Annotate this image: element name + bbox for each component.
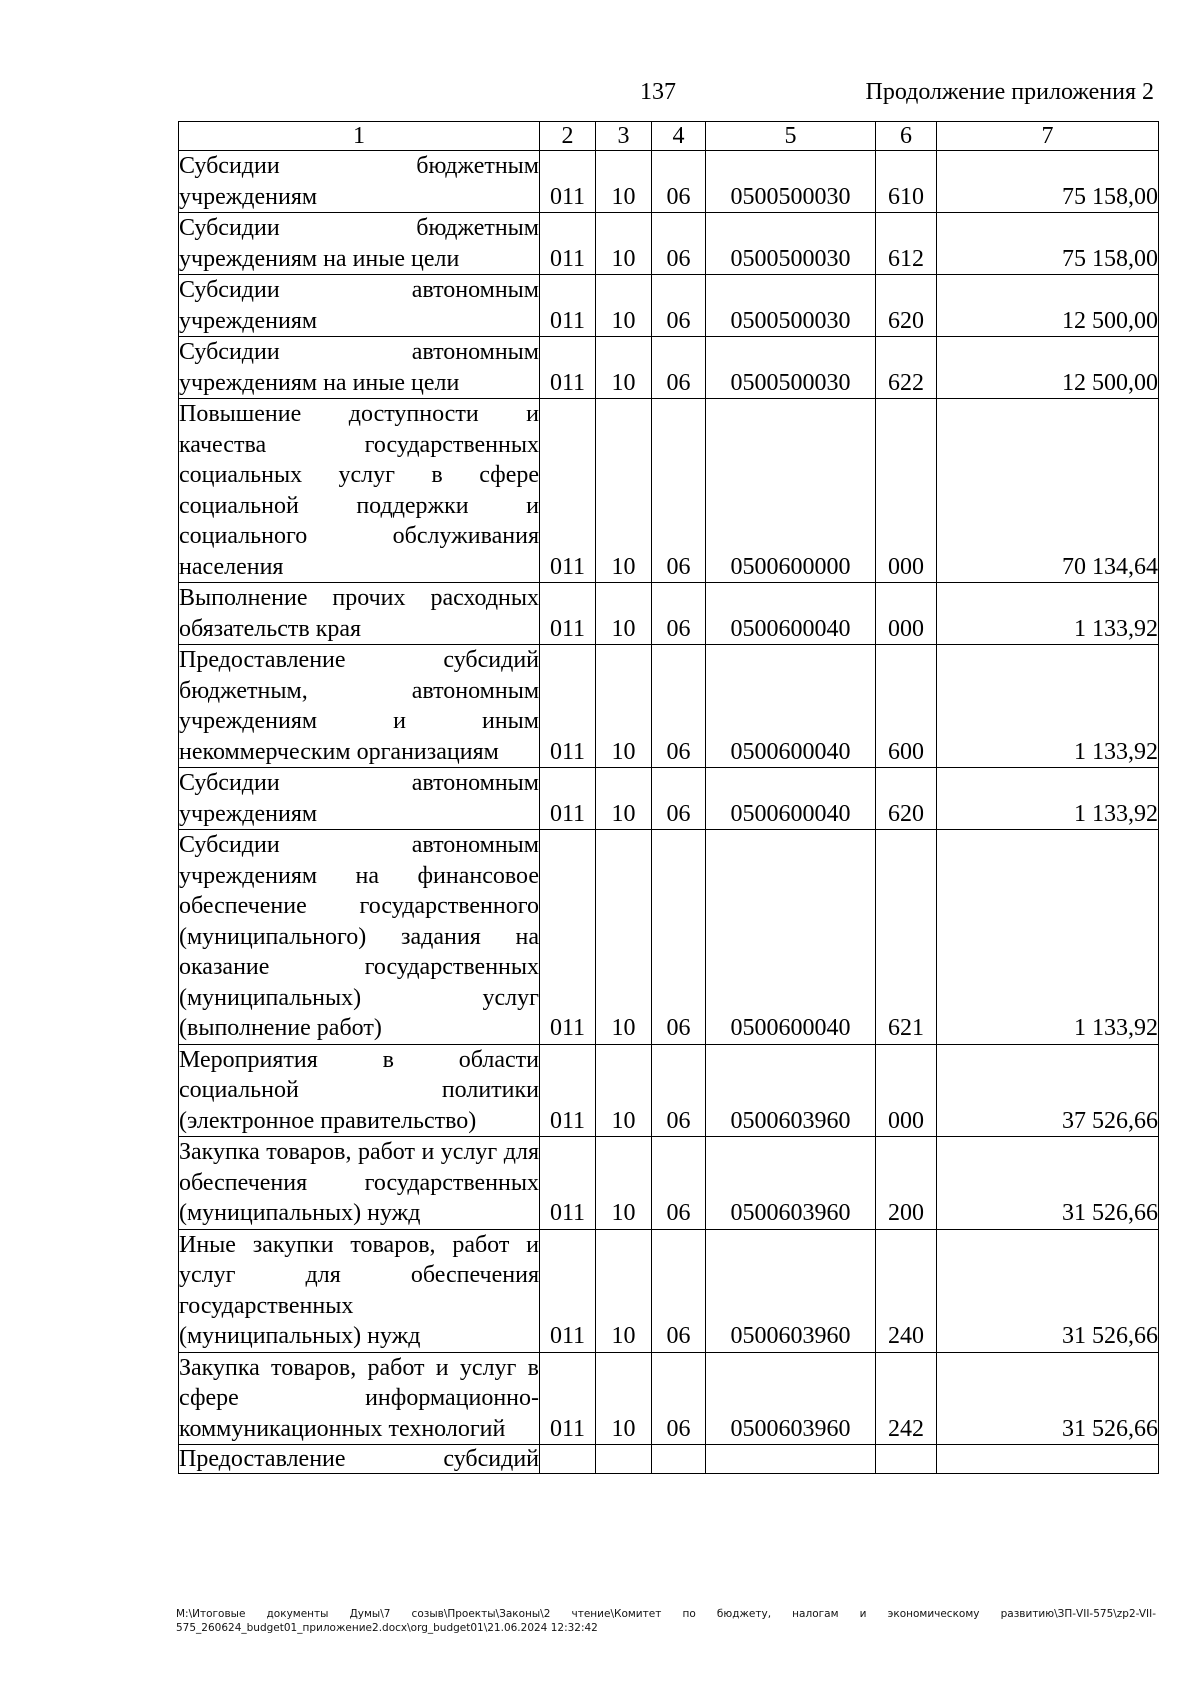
- column-number: 3: [596, 122, 652, 151]
- table-row: [179, 1137, 1159, 1230]
- row-name: Предоставление субсидий бюджетным, автономным учреждениям и иным некоммерческим организациям: [179, 645, 540, 768]
- cell-col3: 10: [596, 583, 652, 645]
- cell-amount: 75 158,00: [937, 151, 1159, 213]
- cell-amount: 37 526,66: [937, 1044, 1159, 1137]
- cell-col3: 10: [596, 213, 652, 275]
- cell-col6: 000: [876, 1044, 937, 1137]
- cell-col3: 10: [596, 830, 652, 1045]
- column-number: 2: [540, 122, 596, 151]
- table-row: [179, 768, 1159, 830]
- cell-amount: 12 500,00: [937, 337, 1159, 399]
- cell-col4: 06: [652, 583, 706, 645]
- cell-col2: 011: [540, 275, 596, 337]
- empty-cell: [596, 1445, 652, 1474]
- cell-amount: 31 526,66: [937, 1137, 1159, 1230]
- table-row: [179, 645, 1159, 768]
- row-name: Закупка товаров, работ и услуг для обеспечения государственных (муниципальных) нужд: [179, 1137, 540, 1230]
- empty-cell: [652, 1445, 706, 1474]
- cell-col5: 0500600040: [706, 830, 876, 1045]
- cell-col5: 0500500030: [706, 337, 876, 399]
- cell-col4: 06: [652, 275, 706, 337]
- cell-col3: 10: [596, 1352, 652, 1445]
- cell-col6: 620: [876, 275, 937, 337]
- continuation-title: Продолжение приложения 2: [865, 79, 1154, 105]
- row-name: Субсидии автономным учреждениям: [179, 768, 540, 830]
- cell-col2: 011: [540, 151, 596, 213]
- cell-col4: 06: [652, 830, 706, 1045]
- table-row: [179, 1229, 1159, 1352]
- cell-amount: 12 500,00: [937, 275, 1159, 337]
- cell-col2: 011: [540, 1137, 596, 1230]
- cell-amount: 1 133,92: [937, 583, 1159, 645]
- budget-table: [178, 121, 1159, 1474]
- column-number: 1: [179, 122, 540, 151]
- cell-col5: 0500600040: [706, 768, 876, 830]
- cell-col3: 10: [596, 337, 652, 399]
- cell-amount: 31 526,66: [937, 1352, 1159, 1445]
- cell-col4: 06: [652, 151, 706, 213]
- cell-col6: 242: [876, 1352, 937, 1445]
- cell-col5: 0500500030: [706, 151, 876, 213]
- column-number: 6: [876, 122, 937, 151]
- row-name: Субсидии бюджетным учреждениям на иные цели: [179, 213, 540, 275]
- cell-col5: 0500600000: [706, 399, 876, 583]
- empty-cell: [540, 1445, 596, 1474]
- cell-col4: 06: [652, 337, 706, 399]
- column-number: 5: [706, 122, 876, 151]
- row-name: Закупка товаров, работ и услуг в сфере информационно-коммуникационных технологий: [179, 1352, 540, 1445]
- table-row: [179, 830, 1159, 1045]
- column-number: 4: [652, 122, 706, 151]
- cell-col2: 011: [540, 830, 596, 1045]
- cell-col4: 06: [652, 213, 706, 275]
- cell-amount: 75 158,00: [937, 213, 1159, 275]
- cell-col3: 10: [596, 768, 652, 830]
- cell-col2: 011: [540, 213, 596, 275]
- cell-col3: 10: [596, 399, 652, 583]
- cell-col3: 10: [596, 1137, 652, 1230]
- cell-col4: 06: [652, 1044, 706, 1137]
- cell-col6: 610: [876, 151, 937, 213]
- cell-col2: 011: [540, 1352, 596, 1445]
- cell-col6: 200: [876, 1137, 937, 1230]
- cell-col5: 0500603960: [706, 1229, 876, 1352]
- cell-col4: 06: [652, 1352, 706, 1445]
- cell-col2: 011: [540, 583, 596, 645]
- cell-amount: 70 134,64: [937, 399, 1159, 583]
- cell-col3: 10: [596, 151, 652, 213]
- cell-col6: 620: [876, 768, 937, 830]
- footer-file-path: М:\Итоговые документы Думы\7 созыв\Проекты\Законы\2 чтение\Комитет по бюджету, налогам и экономическому развитию\ЗП-VII-575\zp2-VII-575_260624_budget01_приложение2.docx\org_budget01\21.06.2024 12:32:42: [176, 1608, 1156, 1634]
- cell-col4: 06: [652, 1137, 706, 1230]
- row-name: Предоставление субсидий: [179, 1446, 539, 1472]
- cell-col3: 10: [596, 275, 652, 337]
- empty-cell: [876, 1445, 937, 1474]
- row-name: Выполнение прочих расходных обязательств края: [179, 583, 540, 645]
- cell-col5: 0500500030: [706, 213, 876, 275]
- cell-col5: 0500603960: [706, 1137, 876, 1230]
- table-row: [179, 583, 1159, 645]
- cell-col6: 600: [876, 645, 937, 768]
- cell-amount: 1 133,92: [937, 768, 1159, 830]
- cell-col6: 000: [876, 399, 937, 583]
- table-row: [179, 151, 1159, 213]
- cell-col5: 0500600040: [706, 645, 876, 768]
- table-row: [179, 213, 1159, 275]
- cell-col6: 622: [876, 337, 937, 399]
- row-name: Иные закупки товаров, работ и услуг для обеспечения государственных (муниципальных) нужд: [179, 1229, 540, 1352]
- table-row: [179, 1044, 1159, 1137]
- cell-amount: 31 526,66: [937, 1229, 1159, 1352]
- row-name: Повышение доступности и качества государственных социальных услуг в сфере социальной поддержки и социального обслуживания населения: [179, 399, 540, 583]
- cell-col3: 10: [596, 1044, 652, 1137]
- table-row: [179, 337, 1159, 399]
- cell-col5: 0500603960: [706, 1352, 876, 1445]
- row-name: Субсидии автономным учреждениям: [179, 275, 540, 337]
- cell-col2: 011: [540, 399, 596, 583]
- cell-col4: 06: [652, 399, 706, 583]
- cell-col2: 011: [540, 768, 596, 830]
- cell-col6: 000: [876, 583, 937, 645]
- table-row: [179, 1445, 1159, 1474]
- cell-col5: 0500600040: [706, 583, 876, 645]
- cell-amount: 1 133,92: [937, 830, 1159, 1045]
- cell-col4: 06: [652, 1229, 706, 1352]
- row-name: Субсидии автономным учреждениям на иные цели: [179, 337, 540, 399]
- cell-col3: 10: [596, 645, 652, 768]
- table-row: [179, 275, 1159, 337]
- table-row: [179, 399, 1159, 583]
- page-number: 137: [640, 79, 676, 105]
- cell-col4: 06: [652, 768, 706, 830]
- table-row: [179, 1352, 1159, 1445]
- empty-cell: [706, 1445, 876, 1474]
- cell-col3: 10: [596, 1229, 652, 1352]
- column-number: 7: [937, 122, 1159, 151]
- row-name: Субсидии автономным учреждениям на финансовое обеспечение государственного (муниципального) задания на оказание государственных (муниципальных) услуг (выполнение работ): [179, 830, 540, 1045]
- cell-col2: 011: [540, 1229, 596, 1352]
- column-number-row: [179, 122, 1159, 151]
- cell-col5: 0500500030: [706, 275, 876, 337]
- cell-col5: 0500603960: [706, 1044, 876, 1137]
- row-name: Мероприятия в области социальной политики (электронное правительство): [179, 1044, 540, 1137]
- empty-cell: [937, 1445, 1159, 1474]
- cell-col2: 011: [540, 1044, 596, 1137]
- cell-col6: 612: [876, 213, 937, 275]
- cell-col6: 621: [876, 830, 937, 1045]
- cell-col2: 011: [540, 337, 596, 399]
- cell-amount: 1 133,92: [937, 645, 1159, 768]
- row-name: Субсидии бюджетным учреждениям: [179, 151, 540, 213]
- cell-col2: 011: [540, 645, 596, 768]
- cell-col6: 240: [876, 1229, 937, 1352]
- cell-col4: 06: [652, 645, 706, 768]
